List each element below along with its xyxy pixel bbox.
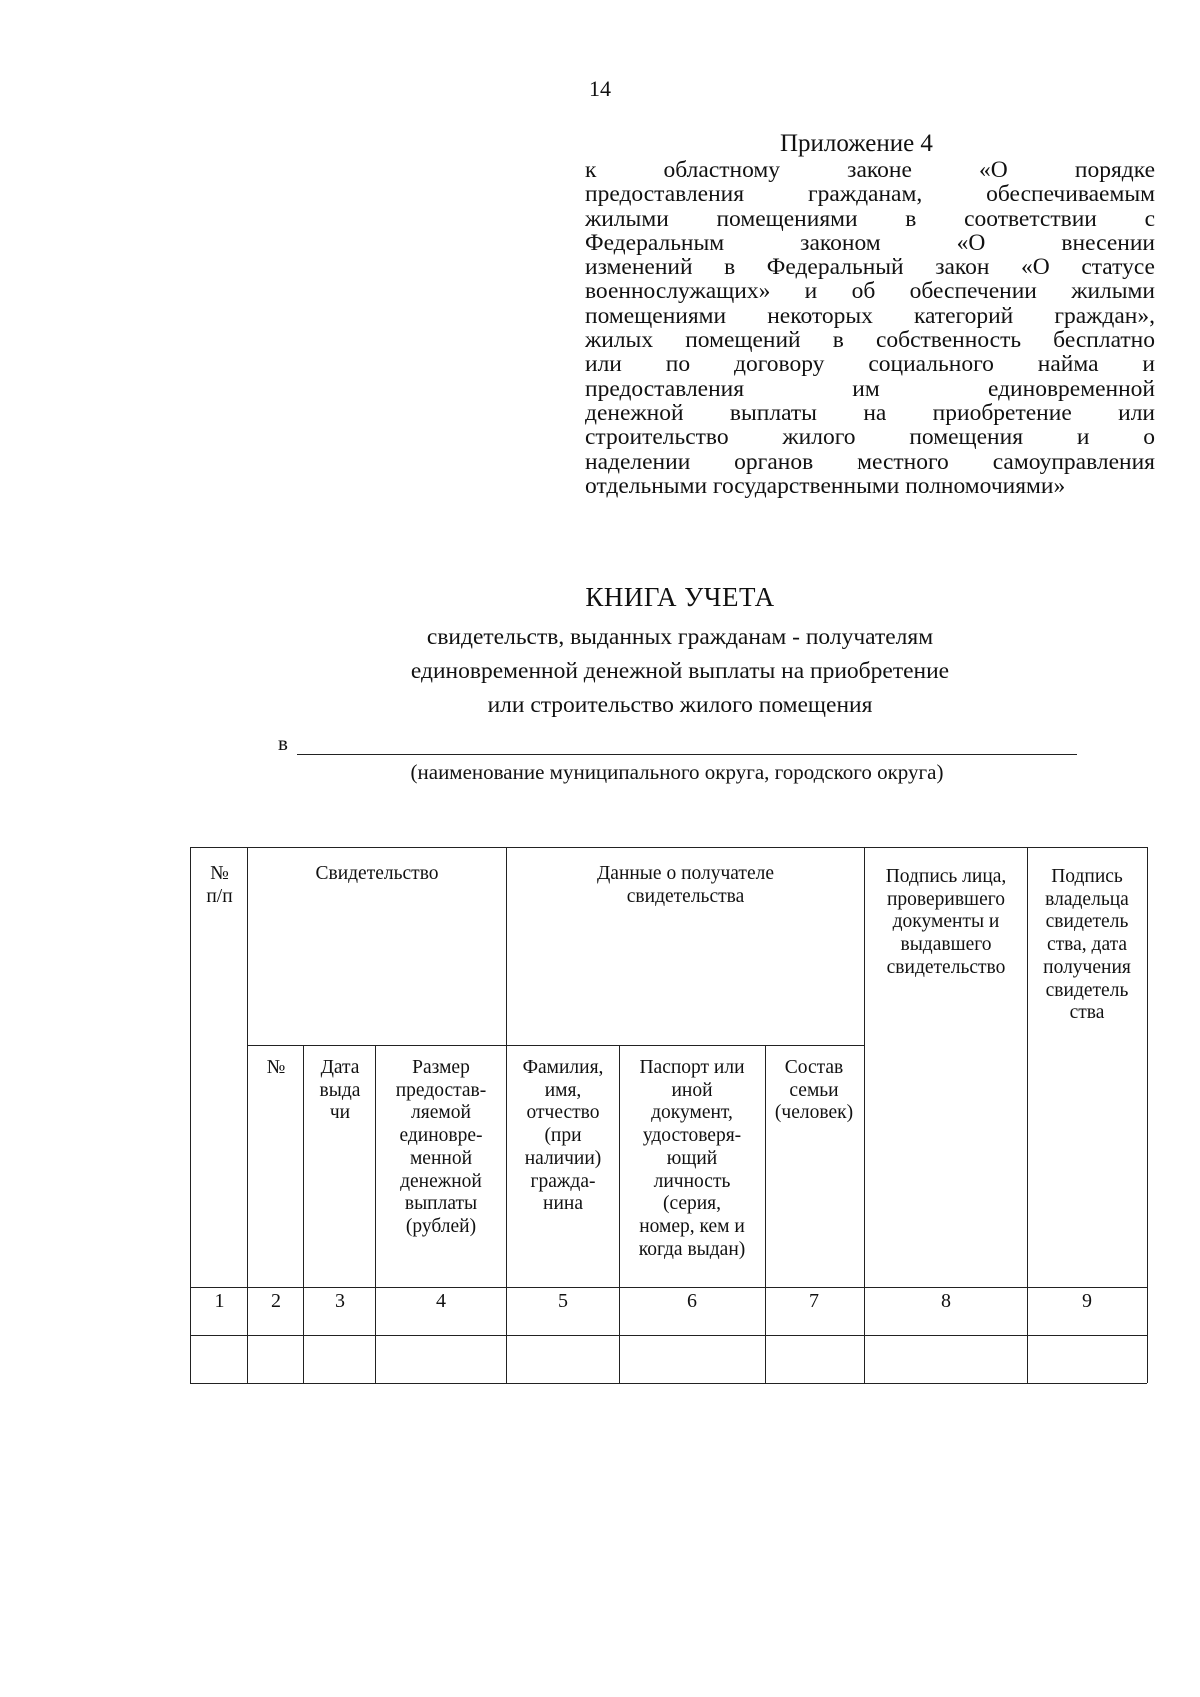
appendix-line: помещениями некоторых категорий граждан»,: [585, 302, 1155, 329]
appendix-line: предоставления гражданам, обеспечиваемым: [585, 181, 1155, 208]
table-border: [190, 1287, 1147, 1288]
table-border: [247, 847, 248, 1383]
table-border: [190, 1335, 1147, 1336]
column-header-owner-signature: Подпись владельца свидетель ства, дата получения свидетель ства: [1043, 866, 1131, 1024]
subheader-passport: Паспорт или иной документ, удостоверя- ющий личность (серия, номер, кем и когда выдан): [638, 1057, 746, 1260]
table-border: [190, 1383, 1147, 1384]
table-border: [1147, 847, 1148, 1383]
table-border: [303, 1045, 304, 1383]
municipality-caption: (наименование муниципального округа, городского округа): [410, 760, 944, 784]
page-number: 14: [589, 76, 611, 101]
table-border: [375, 1045, 376, 1383]
table-border: [190, 847, 191, 1383]
column-number: 7: [809, 1290, 819, 1312]
in-prefix: в: [278, 731, 288, 755]
document-subtitle-line: или строительство жилого помещения: [487, 692, 873, 718]
table-border: [864, 847, 865, 1383]
column-number: 3: [335, 1290, 345, 1312]
column-number: 2: [271, 1290, 281, 1312]
document-subtitle-line: единовременной денежной выплаты на приобретение: [410, 658, 950, 684]
subheader-payment-amount: Размер предостав- ляемой единовре- менной денежной выплаты (рублей): [395, 1057, 487, 1237]
appendix-text: [585, 158, 1155, 498]
appendix-line: Федеральным законом «О внесении: [585, 229, 1155, 256]
appendix-line: денежной выплаты на приобретение или: [585, 399, 1155, 426]
column-group-certificate: Свидетельство: [315, 863, 439, 884]
column-number: 4: [436, 1290, 446, 1312]
column-number: 6: [687, 1290, 697, 1312]
document-subtitle-line: свидетельств, выданных гражданам - получателям: [426, 624, 934, 650]
appendix-line: военнослужащих» и об обеспечении жилыми: [585, 278, 1155, 305]
subheader-issue-date: Дата выда чи: [319, 1057, 361, 1124]
column-header-no: № п/п: [206, 863, 233, 907]
column-group-recipient: Данные о получателе свидетельства: [596, 863, 774, 907]
column-number: 5: [558, 1290, 568, 1312]
column-header-issuer-signature: Подпись лица, проверившего документы и выдавшего свидетельство: [885, 866, 1007, 978]
appendix-line: к областному законе «О порядке: [585, 157, 1155, 183]
subheader-full-name: Фамилия, имя, отчество (при наличии) гражда- нина: [522, 1057, 604, 1215]
column-number: 1: [214, 1290, 225, 1312]
appendix-line: предоставления им единовременной: [585, 375, 1155, 402]
subheader-family-size: Состав семьи (человек): [774, 1057, 854, 1124]
appendix-line: или по договору социального найма и: [585, 351, 1155, 378]
column-number: 8: [941, 1290, 951, 1312]
municipality-blank-line: [297, 754, 1077, 755]
document-title: КНИГА УЧЕТА: [585, 582, 775, 612]
table-border: [506, 847, 507, 1383]
table-border: [619, 1045, 620, 1383]
appendix-line: изменений в Федеральный закон «О статусе: [585, 254, 1155, 281]
appendix-line: жилых помещений в собственность бесплатно: [585, 327, 1155, 354]
table-border: [247, 1045, 864, 1046]
appendix-line: наделении органов местного самоуправления: [585, 448, 1155, 475]
appendix-title: Приложение 4: [780, 130, 933, 157]
table-border: [190, 847, 1147, 848]
appendix-line: строительство жилого помещения и о: [585, 424, 1155, 451]
column-number: 9: [1082, 1290, 1092, 1312]
appendix-line: отдельными государственными полномочиями»: [585, 472, 1066, 499]
subheader-no: №: [266, 1057, 286, 1078]
table-border: [1027, 847, 1028, 1383]
appendix-line: жилыми помещениями в соответствии с: [585, 205, 1155, 232]
